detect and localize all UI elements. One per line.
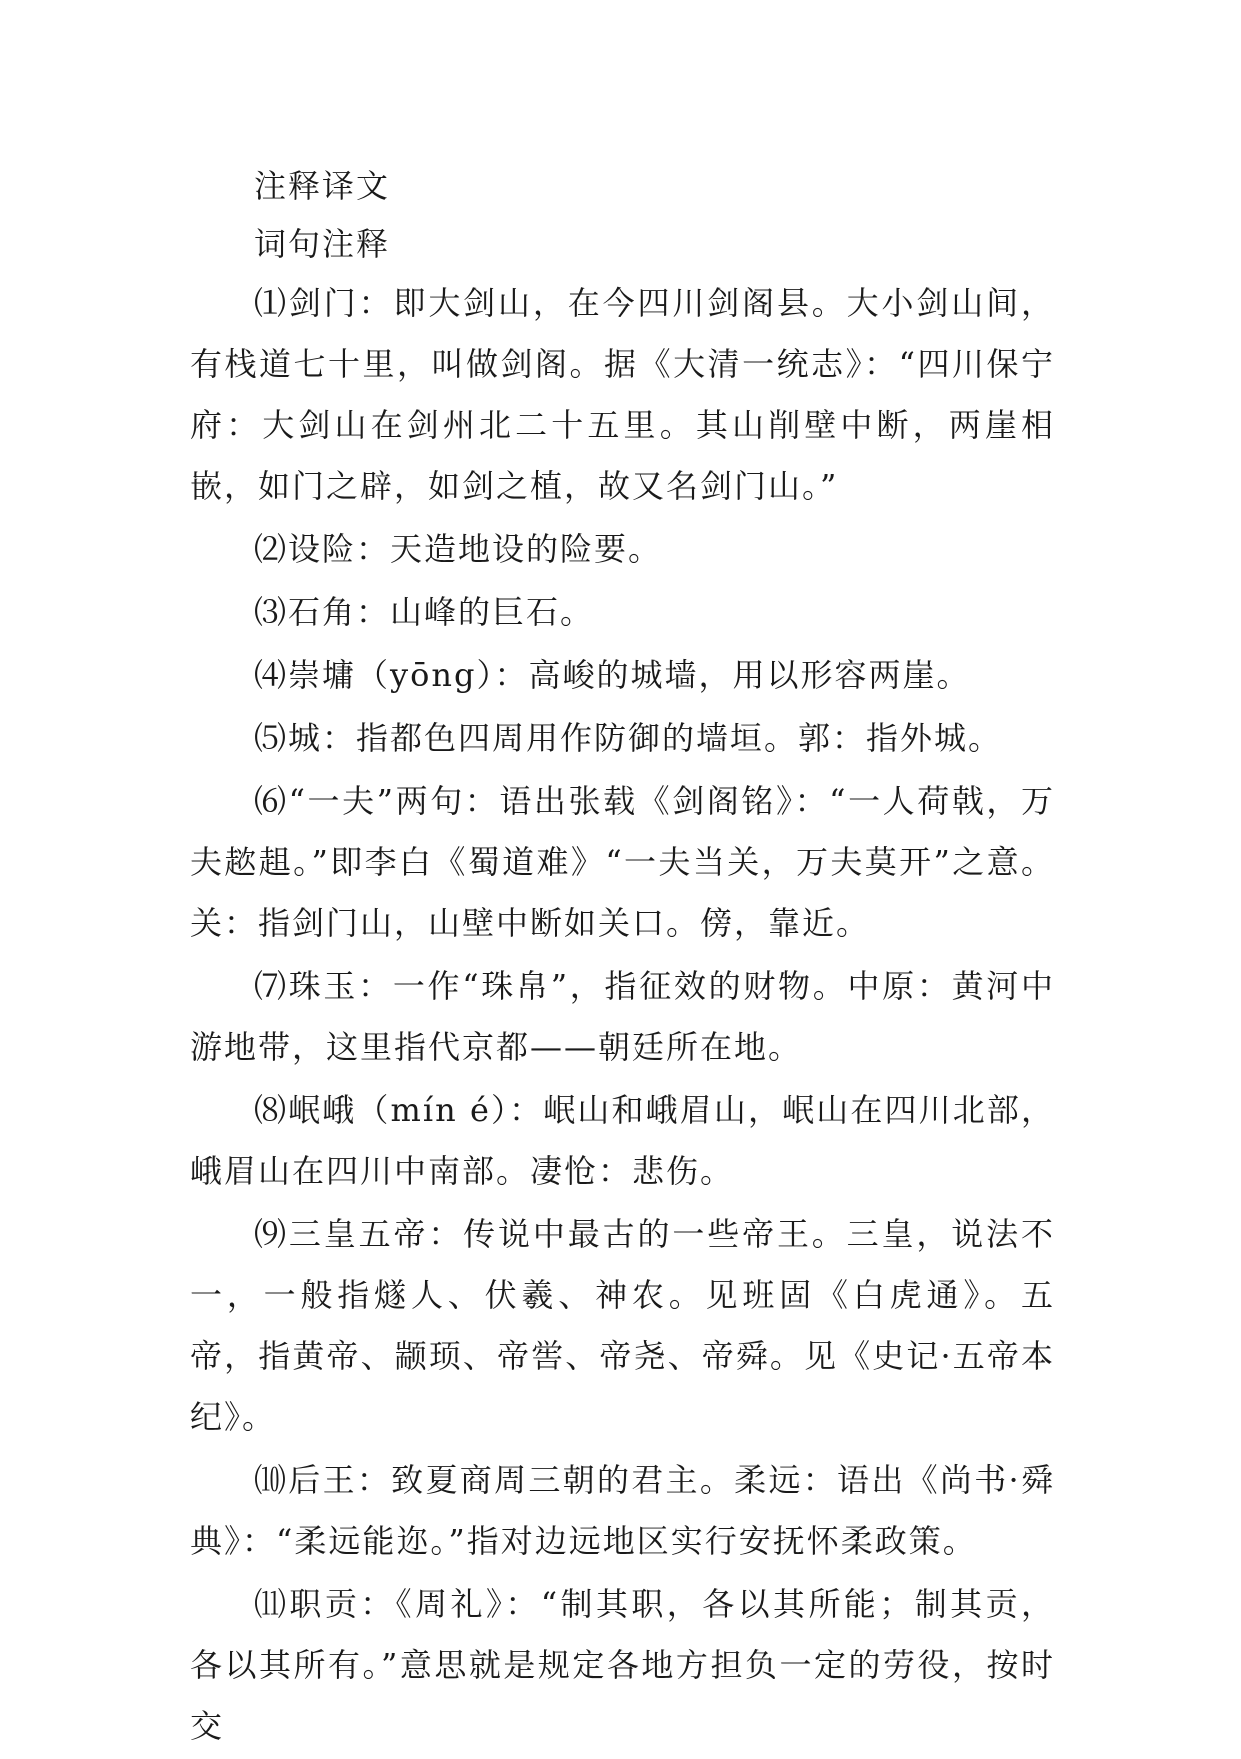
- note-1: ⑴剑门：即大剑山，在今四川剑阁县。大小剑山间，有栈道七十里，叫做剑阁。据《大清一统志》：“四川保宁府：大剑山在剑州北二十五里。其山削壁中断，两崖相嵌，如门之辟，如剑之植，故又名剑门山。”: [190, 284, 1055, 505]
- section-heading-translation: 注释译文: [254, 167, 391, 205]
- section-heading-notes: 词句注释: [254, 225, 391, 263]
- note-7: ⑺珠玉：一作“珠帛”，指征效的财物。中原：黄河中游地带，这里指代京都——朝廷所在地。: [190, 967, 1055, 1066]
- note-4: ⑷崇墉（yōng）：高峻的城墙，用以形容两崖。: [254, 656, 971, 694]
- note-2: ⑵设险：天造地设的险要。: [254, 530, 663, 568]
- note-3: ⑶石角：山峰的巨石。: [254, 593, 595, 631]
- note-10: ⑽后王：致夏商周三朝的君主。柔远：语出《尚书·舜典》：“柔远能迩。”指对边远地区实行安抚怀柔政策。: [190, 1461, 1055, 1560]
- note-8: ⑻岷峨（mín é）：岷山和峨眉山，岷山在四川北部，峨眉山在四川中南部。凄怆：悲伤。: [190, 1091, 1055, 1190]
- document-body: [190, 157, 1055, 1759]
- note-9: ⑼三皇五帝：传说中最古的一些帝王。三皇，说法不一，一般指燧人、伏羲、神农。见班固《白虎通》。五帝，指黄帝、颛顼、帝喾、帝尧、帝舜。见《史记·五帝本纪》。: [190, 1215, 1055, 1436]
- note-6: ⑹“一夫”两句：语出张载《剑阁铭》：“一人荷戟，万夫趑趄。”即李白《蜀道难》“一夫当关，万夫莫开”之意。关：指剑门山，山壁中断如关口。傍，靠近。: [190, 782, 1055, 942]
- note-5: ⑸城：指都色四周用作防御的墙垣。郭：指外城。: [254, 719, 1003, 757]
- note-11: ⑾职贡：《周礼》：“制其职，各以其所能；制其贡，各以其所有。”意思就是规定各地方担负一定的劳役，按时交: [190, 1585, 1055, 1745]
